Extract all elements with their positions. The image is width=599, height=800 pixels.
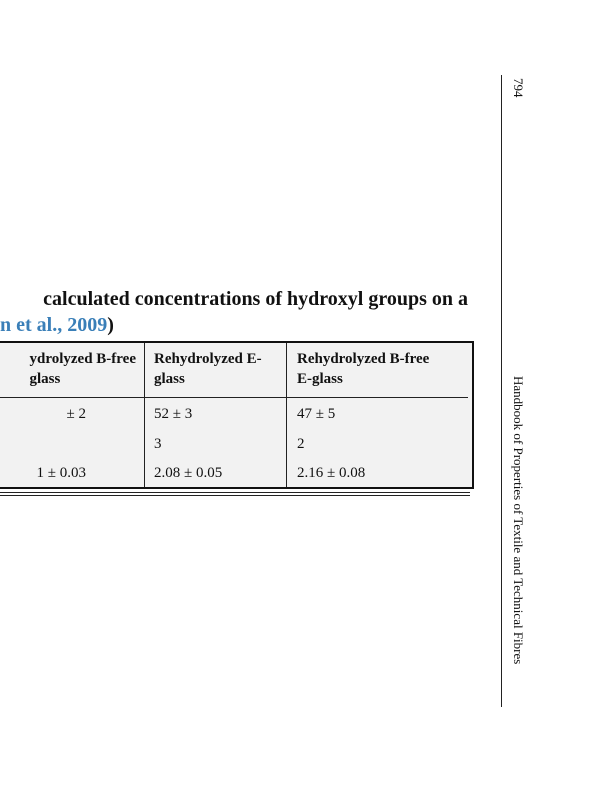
column-header xyxy=(29,349,136,389)
table-cell: 2 xyxy=(297,436,305,452)
table-cell: 3 xyxy=(154,436,162,452)
table-cell: 2.08 ± 0.05 xyxy=(154,465,223,481)
column-rehydrolyzed-e-glass xyxy=(144,343,287,487)
table-bottom-rule xyxy=(0,495,470,496)
column-header xyxy=(154,349,262,389)
table-cell: 1 ± 0.03 xyxy=(36,465,86,481)
column-header-line: ydrolyzed B-free xyxy=(29,351,136,367)
column-rehydrolyzed-b-free-e-glass xyxy=(287,343,472,487)
table-cell: 47 ± 5 xyxy=(297,406,336,422)
table-cell: 2.16 ± 0.08 xyxy=(297,465,366,481)
column-header-line: glass xyxy=(29,371,61,387)
data-table xyxy=(0,341,474,489)
column-header-line: glass xyxy=(154,371,185,387)
table-caption xyxy=(0,286,480,338)
column-header-line: Rehydrolyzed B-free xyxy=(297,351,430,367)
column-header-line: E-glass xyxy=(297,371,343,387)
page-number: 794 xyxy=(511,78,526,98)
column-header-line: Rehydrolyzed E- xyxy=(154,351,262,367)
caption-line-2 xyxy=(0,312,114,338)
table-viewport xyxy=(0,341,476,491)
table-cell: 52 ± 3 xyxy=(154,406,193,422)
running-book-title: Handbook of Properties of Textile and Technical Fibres xyxy=(511,376,526,665)
column-header xyxy=(297,349,429,389)
table-cell: ± 2 xyxy=(66,406,86,422)
caption-line-1: calculated concentrations of hydroxyl groups on a xyxy=(43,288,468,310)
header-rule xyxy=(501,75,502,707)
column-rehydrolyzed-b-free-glass xyxy=(0,343,144,487)
citation-link[interactable]: n et al., 2009 xyxy=(0,314,108,336)
table-bottom-rule xyxy=(0,492,470,493)
caption-closing-paren: ) xyxy=(107,314,114,336)
